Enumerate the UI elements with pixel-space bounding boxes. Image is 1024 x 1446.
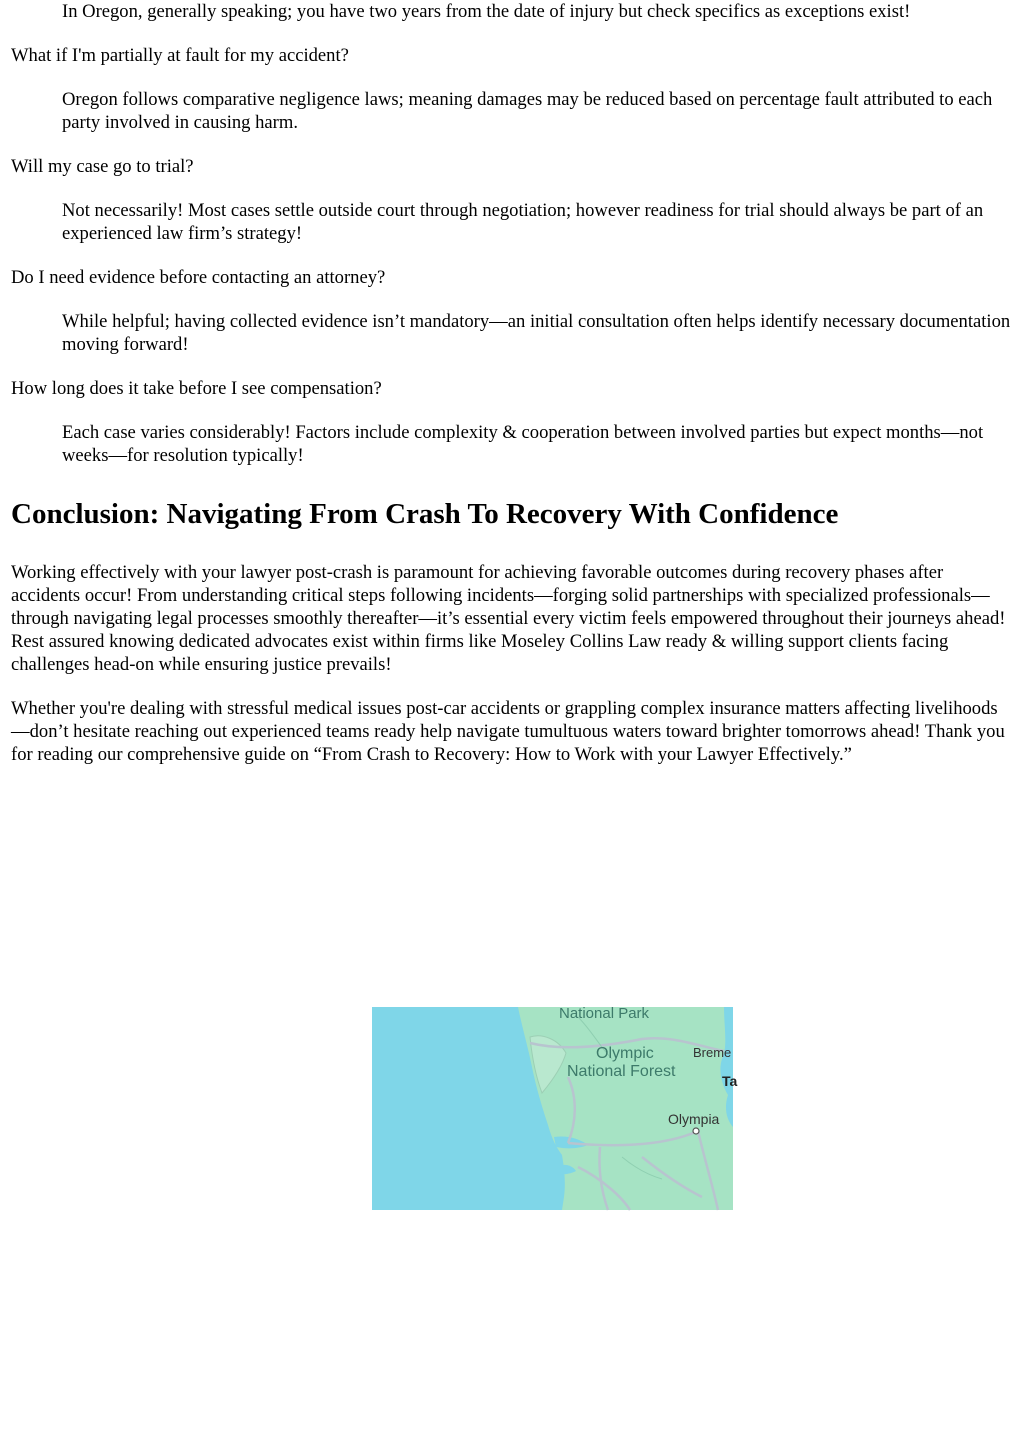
article-content [11, 0, 1013, 787]
faq-question-4: Do I need evidence before contacting an attorney? [11, 267, 386, 288]
faq-answer-1: In Oregon, generally speaking; you have two years from the date of injury but check specifics as exceptions exist! [62, 1, 911, 22]
map-label-olympia: Olympia [668, 1111, 720, 1127]
map-label-national-forest: National Forest [567, 1063, 676, 1080]
faq-question-5: How long does it take before I see compensation? [11, 378, 382, 399]
embedded-map[interactable] [372, 1005, 738, 1210]
faq-answer-3: Not necessarily! Most cases settle outside court through negotiation; however readiness for trial should always be part of an experienced law firm’s strategy! [62, 200, 984, 244]
faq-list [11, 0, 1013, 467]
conclusion-paragraph-1: Working effectively with your lawyer post-crash is paramount for achieving favorable outcomes during recovery phases after accidents occur! From understanding critical steps following incidents—forging solid partnerships with specialized professionals—through navigating legal processes smoothly thereafter—it’s essential every victim feels empowered throughout their journeys ahead! Rest assured knowing dedicated advocates exist within firms like Moseley Collins Law ready & willing support clients facing challenges head-on while ensuring justice prevails! [11, 562, 1006, 675]
map-label-national-park: National Park [559, 1005, 650, 1022]
map-olympia-marker [693, 1128, 699, 1134]
faq-answer-4: While helpful; having collected evidence isn’t mandatory—an initial consultation often helps identify necessary documentation moving forward! [62, 311, 1011, 355]
faq-question-2: What if I'm partially at fault for my accident? [11, 45, 349, 66]
map-label-olympic: Olympic [596, 1045, 654, 1062]
map-label-bremerton: Breme [693, 1045, 732, 1060]
conclusion-paragraph-2: Whether you're dealing with stressful medical issues post-car accidents or grappling complex insurance matters affecting livelihoods—don’t hesitate reaching out experienced teams ready help navigate tumultuous waters toward brighter tomorrows ahead! Thank you for reading our comprehensive guide on “From Crash to Recovery: How to Work with your Lawyer Effectively.” [11, 698, 1005, 765]
faq-answer-5: Each case varies considerably! Factors include complexity & cooperation between involved parties but expect months—not weeks—for resolution typically! [62, 422, 984, 466]
faq-answer-2: Oregon follows comparative negligence laws; meaning damages may be reduced based on percentage fault attributed to each party involved in causing harm. [62, 89, 993, 133]
map-graphic [372, 1005, 738, 1210]
map-label-tacoma: Ta [722, 1073, 738, 1089]
faq-question-3: Will my case go to trial? [11, 156, 194, 177]
conclusion-heading: Conclusion: Navigating From Crash To Recovery With Confidence [11, 498, 839, 530]
